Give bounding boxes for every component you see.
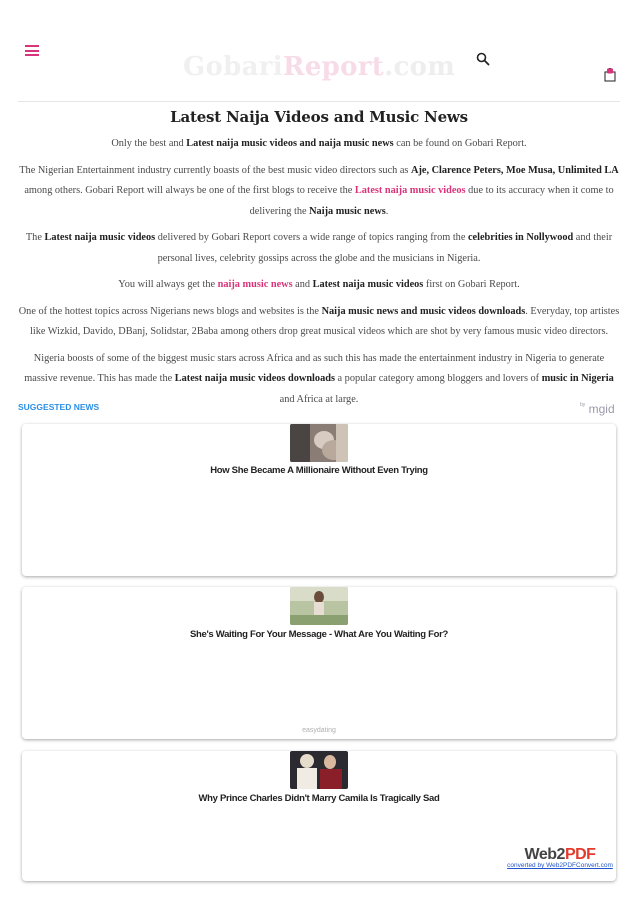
- news-card-source: easydating: [302, 727, 336, 734]
- text: due to its accuracy when it come to delivering the: [249, 185, 614, 217]
- text: Only the best and: [111, 138, 187, 149]
- web2pdf-text-web2: Web2: [524, 846, 565, 863]
- logo-text-gobari: Gobari: [182, 52, 283, 82]
- site-logo[interactable]: [0, 52, 638, 82]
- text: You will always get the: [118, 279, 218, 290]
- shopping-bag-icon[interactable]: [604, 68, 616, 82]
- text: One of the hottest topics across Nigerians news blogs and websites is the: [18, 305, 322, 317]
- text: a popular category among bloggers and lovers of: [334, 373, 542, 384]
- news-card[interactable]: [22, 424, 616, 576]
- mgid-prefix: by: [580, 402, 586, 408]
- keyword-link[interactable]: Latest naija music videos and naija music news: [186, 138, 394, 149]
- keyword-link[interactable]: Latest naija music videos: [354, 185, 466, 196]
- converted-by-link[interactable]: converted by Web2PDFConvert.com: [507, 862, 613, 869]
- text: and Africa at large.: [279, 393, 359, 405]
- suggested-news-label: SUGGESTED NEWS: [18, 402, 100, 412]
- article-title: Latest Naija Videos and Music News: [170, 108, 468, 126]
- web2pdf-watermark[interactable]: [505, 846, 615, 869]
- site-header: [0, 0, 638, 100]
- text: and: [292, 279, 313, 290]
- keyword: music in Nigeria: [541, 373, 614, 384]
- text: and their personal lives, celebrity gossips across the globe and the musicians in Nigeria.: [157, 232, 613, 264]
- text: The: [25, 232, 45, 243]
- paragraph-2: [18, 161, 620, 223]
- news-thumbnail[interactable]: [290, 751, 348, 789]
- logo-text-report: Report: [282, 52, 385, 82]
- keyword: Latest naija music videos: [44, 232, 156, 243]
- text: .: [385, 205, 389, 217]
- keyword: Latest naija music videos: [312, 279, 424, 290]
- logo-text-com: .com: [384, 52, 456, 82]
- news-card-title[interactable]: Why Prince Charles Didn't Marry Camila Is Tragically Sad: [198, 793, 440, 804]
- news-thumbnail[interactable]: [290, 587, 348, 625]
- text: The Nigerian Entertainment industry currently boasts of the best music video directors such as: [19, 164, 412, 176]
- news-card[interactable]: [22, 587, 616, 739]
- web2pdf-text-pdf: PDF: [564, 846, 596, 863]
- text: first on Gobari Report.: [423, 279, 520, 290]
- keyword: Naija music news: [309, 205, 386, 217]
- mgid-logo[interactable]: [580, 402, 615, 416]
- keyword: Aje, Clarence Peters, Moe Musa, Unlimited LA: [411, 164, 619, 176]
- text: delivered by Gobari Report covers a wide range of topics ranging from the: [155, 232, 468, 243]
- paragraph-1: [18, 134, 620, 155]
- mgid-text: mgid: [588, 402, 615, 416]
- text: Nigeria boosts of some of the biggest music stars across Africa and as such this has made the entertainment industry in Nigeria to generate massive revenue. This has made the: [24, 352, 605, 384]
- paragraph-5: [18, 302, 620, 343]
- text: among others. Gobari Report will always be one of the first blogs to receive the: [24, 185, 355, 196]
- paragraph-3: [18, 228, 620, 269]
- news-card-title[interactable]: She's Waiting For Your Message - What Are You Waiting For?: [189, 629, 449, 640]
- news-card-title[interactable]: How She Became A Millionaire Without Even Trying: [210, 465, 428, 476]
- paragraph-4: [18, 275, 620, 296]
- text: . Everyday, top artistes like Wizkid, Davido, DBanj, Solidstar, 2Baba among others drop great musical videos which are shot by very famous music video directors.: [29, 305, 620, 337]
- keyword-link[interactable]: naija music news: [217, 279, 293, 290]
- news-thumbnail[interactable]: [290, 424, 348, 462]
- text: can be found on Gobari Report.: [393, 138, 527, 149]
- search-icon[interactable]: [476, 52, 490, 66]
- keyword: celebrities in Nollywood: [467, 232, 574, 243]
- keyword: Naija music news and music videos downloads: [321, 305, 526, 317]
- paragraph-6: [18, 349, 620, 411]
- keyword: Latest naija music videos downloads: [174, 373, 335, 384]
- article-content: [18, 102, 620, 416]
